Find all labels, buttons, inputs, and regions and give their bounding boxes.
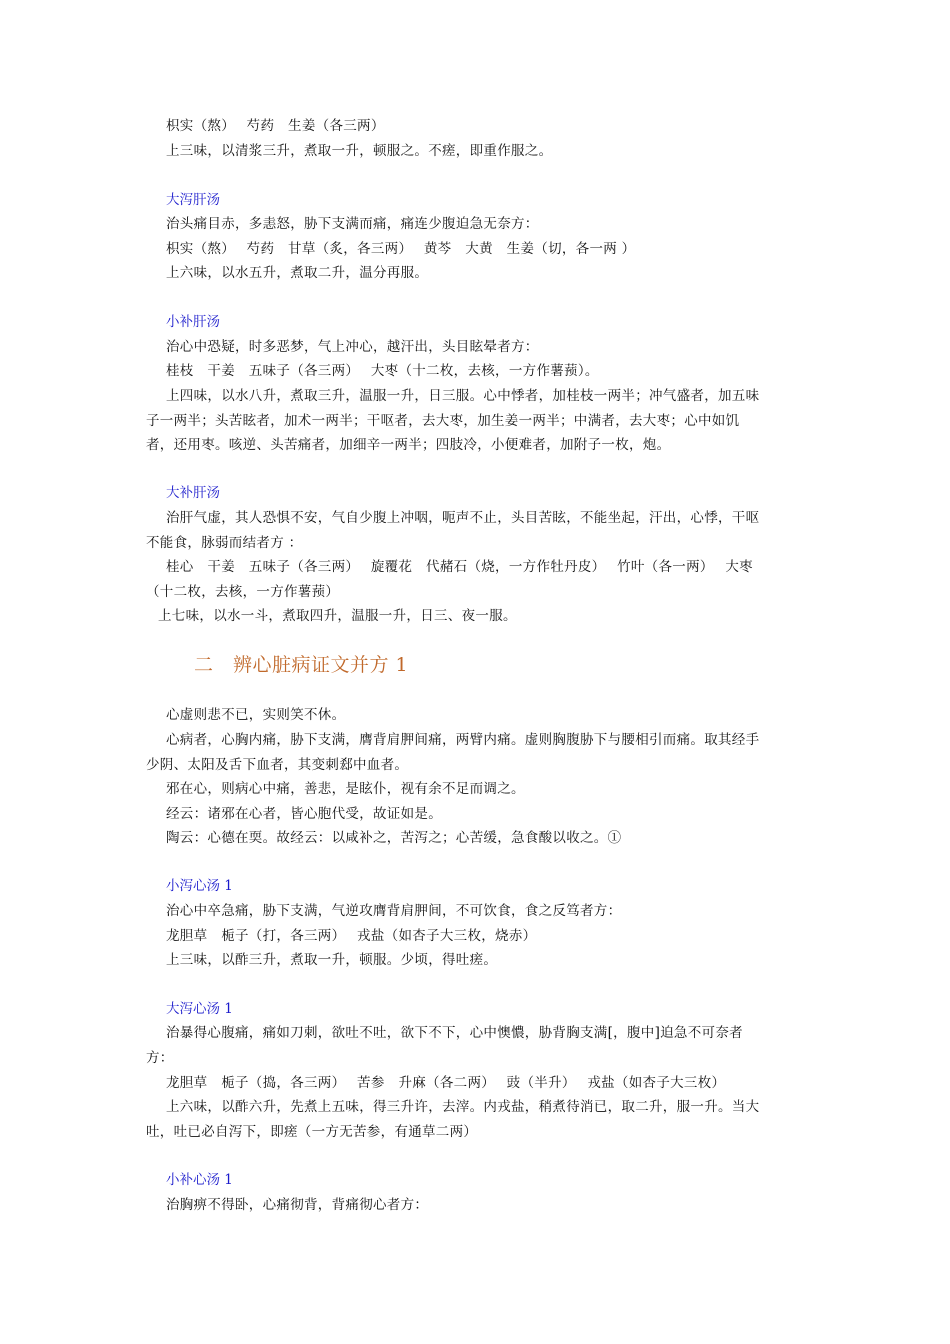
method-line: 上三味，以清浆三升，煮取一升，顿服之。不瘥，即重作服之。 bbox=[166, 143, 553, 159]
ingredients-paragraph: 桂心 干姜 五味子（各三两） 旋覆花 代赭石（烧，一方作牡丹皮） 竹叶（各一两） 大枣（十二枚，去核，一方作薯蓣） bbox=[146, 559, 753, 600]
recipe-title-da-bu-gan-tang: 大补肝汤 bbox=[166, 485, 220, 501]
section-title: 二 辨心脏病证文并方 1 bbox=[194, 654, 409, 676]
section-paragraph: 陶云：心德在耎。故经云：以咸补之，苦泻之；心苦缓，急食酸以收之。① bbox=[166, 830, 622, 846]
recipe-title-xiao-xie-xin-tang: 小泻心汤 1 bbox=[166, 878, 233, 894]
recipe-title-da-xie-xin-tang: 大泻心汤 1 bbox=[166, 1001, 233, 1017]
method-line: 上六味，以水五升，煮取二升，温分再服。 bbox=[166, 265, 429, 281]
recipe-title-da-xie-gan-tang: 大泻肝汤 bbox=[166, 192, 220, 208]
recipe-title-xiao-bu-xin-tang: 小补心汤 1 bbox=[166, 1172, 233, 1188]
section-paragraph: 邪在心，则病心中痛，善悲，是眩仆，视有余不足而调之。 bbox=[166, 781, 525, 797]
section-paragraph: 心病者，心胸内痛，胁下支满，膺背肩胛间痛，两臂内痛。虚则胸腹胁下与腰相引而痛。取其经手少阴、太阳及舌下血者，其变刺郄中血者。 bbox=[146, 732, 760, 773]
indication-line: 治心中卒急痛，胁下支满，气逆攻膺背肩胛间，不可饮食，食之反笃者方： bbox=[166, 903, 622, 919]
ingredients-line: 龙胆草 栀子（捣，各三两） 苦参 升麻（各二两） 豉（半升） 戎盐（如杏子大三枚） bbox=[166, 1075, 726, 1091]
indication-line: 治胸痹不得卧，心痛彻背，背痛彻心者方： bbox=[166, 1197, 429, 1213]
indication-line: 治心中恐疑，时多恶梦，气上冲心，越汗出，头目眩晕者方： bbox=[166, 339, 539, 355]
ingredients-line: 枳实（熬） 芍药 甘草（炙，各三两） 黄芩 大黄 生姜（切，各一两 ） bbox=[166, 241, 636, 257]
method-line: 上三味，以酢三升，煮取一升，顿服。少顷，得吐瘥。 bbox=[166, 952, 498, 968]
indication-paragraph: 治肝气虚，其人恐惧不安，气自少腹上冲咽，呃声不止，头目苦眩，不能坐起，汗出，心悸，干呕不能食，脉弱而结者方 ： bbox=[146, 510, 760, 551]
ingredients-line: 枳实（熬） 芍药 生姜（各三两） bbox=[166, 118, 385, 134]
section-paragraph: 心虚则悲不已，实则笑不休。 bbox=[166, 707, 346, 723]
method-paragraph: 上六味，以酢六升，先煮上五味，得三升许，去滓。内戎盐，稍煮待消已，取二升，服一升。当大吐，吐已必自泻下，即瘥（一方无苦参，有通草二两） bbox=[146, 1099, 760, 1140]
indication-paragraph: 治暴得心腹痛，痛如刀刺，欲吐不吐，欲下不下，心中懊憹，胁背胸支满[，腹中]迫急不可奈者方： bbox=[146, 1025, 743, 1066]
recipe-title-xiao-bu-gan-tang: 小补肝汤 bbox=[166, 314, 220, 330]
section-paragraph: 经云：诸邪在心者，皆心胞代受，故证如是。 bbox=[166, 806, 442, 822]
method-paragraph: 上四味，以水八升，煮取三升，温服一升，日三服。心中悸者，加桂枝一两半；冲气盛者，加五味子一两半；头苦眩者，加术一两半；干呕者，去大枣，加生姜一两半；中满者，去大枣；心中如饥者，还用枣。咳逆、头苦痛者，加细辛一两半；四肢冷，小便难者，加附子一枚，炮。 bbox=[146, 388, 760, 453]
ingredients-line: 桂枝 干姜 五味子（各三两） 大枣（十二枚，去核，一方作薯蓣）。 bbox=[166, 363, 599, 379]
method-line: 上七味，以水一斗，煮取四升，温服一升，日三、夜一服。 bbox=[158, 608, 517, 624]
ingredients-line: 龙胆草 栀子（打，各三两） 戎盐（如杏子大三枚，烧赤） bbox=[166, 928, 537, 944]
indication-line: 治头痛目赤，多恚怒，胁下支满而痛，痛连少腹迫急无奈方： bbox=[166, 216, 539, 232]
